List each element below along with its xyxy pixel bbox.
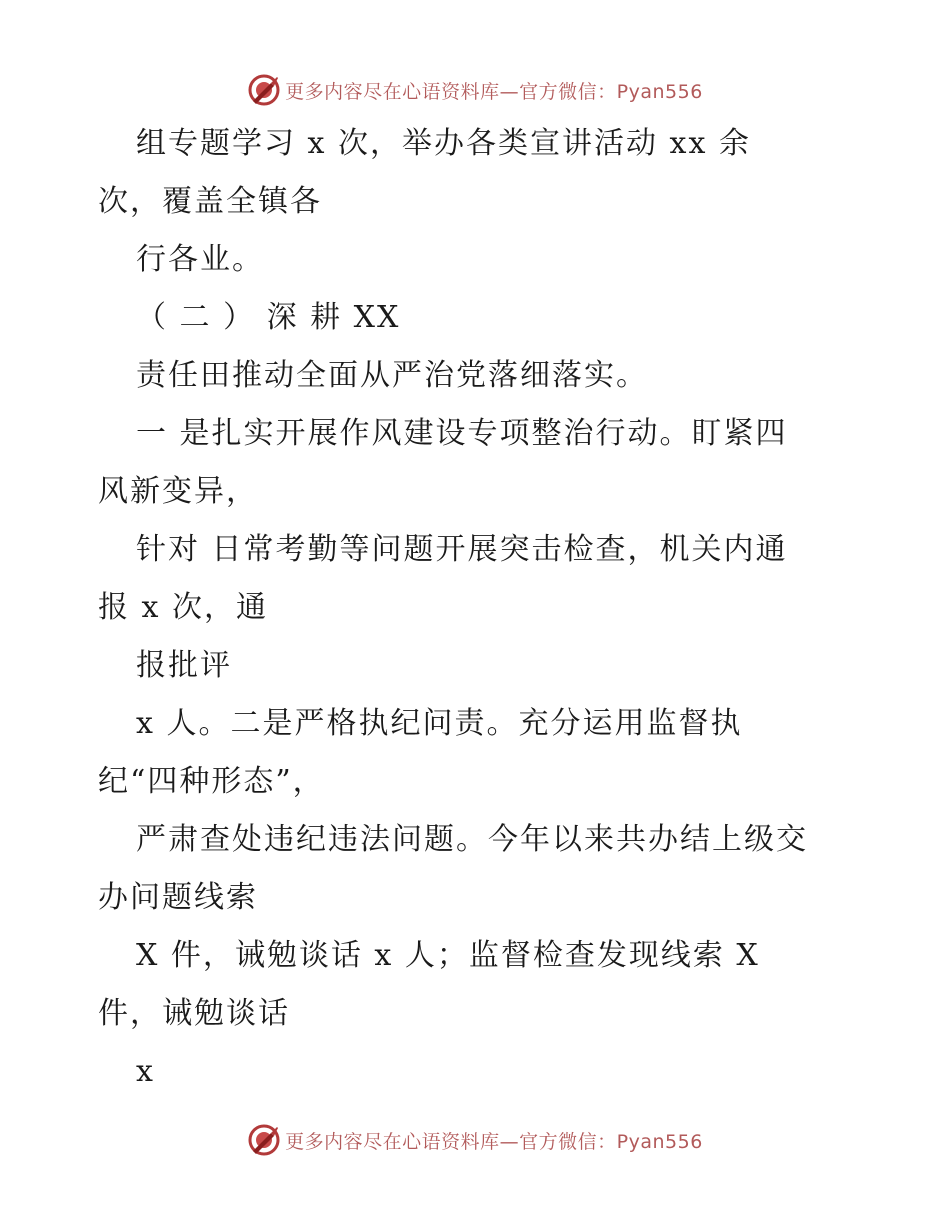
watermark-text: 更多内容尽在心语资料库—官方微信：Pyan556 <box>285 80 703 103</box>
paragraph-line: 报批评 <box>136 648 232 683</box>
paragraph-line: 报 x 次，通 <box>98 590 268 625</box>
paragraph-line: 针对 日常考勤等问题开展突击检查，机关内通 <box>136 532 788 567</box>
paragraph-line: x 人。二是严格执纪问责。充分运用监督执 <box>136 706 743 741</box>
paragraph-line: 一 是扎实开展作风建设专项整治行动。盯紧四 <box>136 416 788 451</box>
paragraph-line: 行各业。 <box>136 242 264 277</box>
watermark-text: 更多内容尽在心语资料库—官方微信：Pyan556 <box>285 1130 703 1153</box>
footer-watermark-banner <box>0 1120 950 1160</box>
paragraph-line: x <box>136 1054 155 1089</box>
paragraph-line: 风新变异， <box>98 474 258 509</box>
paragraph-line: 件，诫勉谈话 <box>98 996 290 1031</box>
paragraph-line: X 件，诫勉谈话 x 人；监督检查发现线索 X <box>136 938 760 973</box>
section-heading: （ 二 ） 深 耕 XX <box>136 300 401 335</box>
paragraph-line: 责任田推动全面从严治党落细落实。 <box>136 358 648 393</box>
paragraph-line: 组专题学习 x 次，举办各类宣讲活动 xx 余 <box>136 126 751 161</box>
paragraph-line: 严肃查处违纪违法问题。今年以来共办结上级交 <box>136 822 808 857</box>
paragraph-line: 次，覆盖全镇各 <box>98 184 322 219</box>
paragraph-line: 办问题线索 <box>98 880 258 915</box>
quill-pen-seal-icon <box>247 1123 281 1157</box>
paragraph-line: 纪“四种形态”， <box>98 764 325 799</box>
